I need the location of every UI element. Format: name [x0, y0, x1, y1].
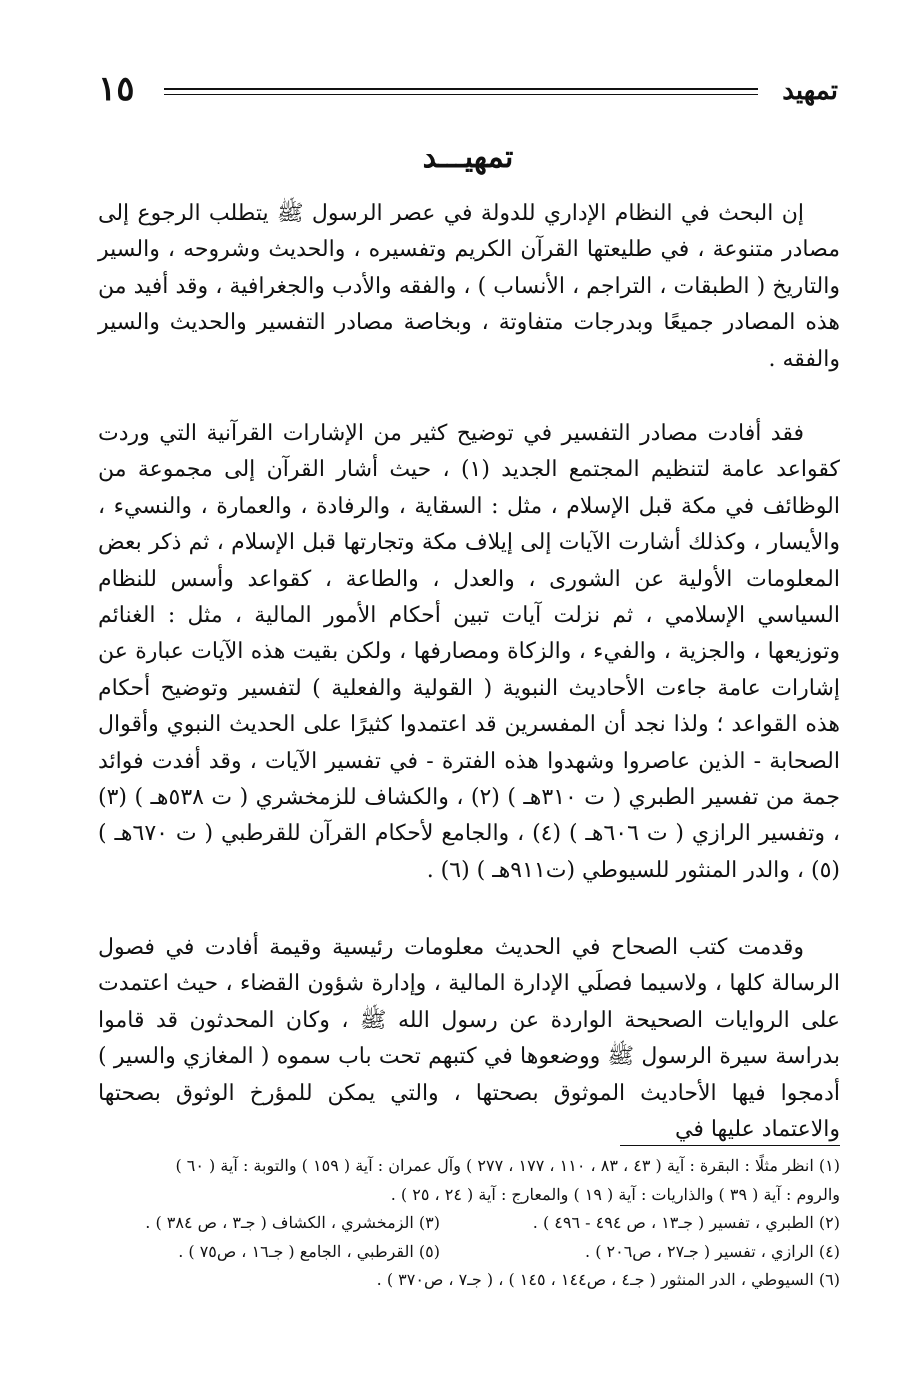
- footnote-row: [98, 1238, 840, 1267]
- paragraph-1: [98, 196, 840, 378]
- footnotes: [98, 1152, 840, 1295]
- footnote-1: (١) انظر مثلًا : البقرة : آية ( ٤٣ ، ٨٣ ، ١١٠ ، ١٧٧ ، ٢٧٧ ) وآل عمران : آية ( ١٥٩ ) والتوبة : آية ( ٦٠ ): [175, 1156, 840, 1175]
- page-number: ١٥: [98, 69, 135, 109]
- footnote-separator: [620, 1145, 840, 1146]
- paragraph-text: إن البحث في النظام الإداري للدولة في عصر الرسول ﷺ يتطلب الرجوع إلى مصادر متنوعة ، في طليعتها القرآن الكريم وتفسيره ، والحديث وشروحه ، والسير والتاريخ ( الطبقات ، التراجم ، الأنساب ) ، والفقه والأدب والجغرافية ، وقد أفيد من هذه المصادر جميعًا وبدرجات متفاوتة ، وبخاصة مصادر التفسير والحديث والسير والفقه .: [98, 201, 840, 372]
- footnote-1-continued: والروم : آية ( ٣٩ ) والذاريات : آية ( ١٩ ) والمعارج : آية ( ٢٤ ، ٢٥ ) .: [390, 1184, 840, 1204]
- footnote-5: (٥) القرطبي ، الجامع ( جـ١٦ ، ص٧٥ ) .: [178, 1241, 440, 1261]
- section-title: تمهيـــد: [422, 140, 514, 175]
- footnote-4: (٤) الرازي ، تفسير ( جـ٢٧ ، ص٢٠٦ ) .: [585, 1241, 840, 1261]
- footnote-3: (٣) الزمخشري ، الكشاف ( جـ٣ ، ص ٣٨٤ ) .: [145, 1213, 440, 1232]
- footnote-6: (٦) السيوطي ، الدر المنثور ( جـ٤ ، ص١٤٤ ، ١٤٥ ) ، ( جـ٧ ، ص٣٧٠ ) .: [376, 1270, 840, 1289]
- paragraph-text: وقدمت كتب الصحاح في الحديث معلومات رئيسية وقيمة أفادت في فصول الرسالة كلها ، ولاسيما فصلَي الإدارة المالية ، وإدارة شؤون القضاء ، حيث اعتمدت على الروايات الصحيحة الواردة عن رسول الله ﷺ ، وكان المحدثون قد قاموا بدراسة سيرة الرسول ﷺ ووضعوها في كتبهم تحت باب سموه ( المغازي والسير ) أدمجوا فيها الأحاديث الموثوق بصحتها ، والتي يمكن للمؤرخ الوثوق بصحتها والاعتماد عليها في: [98, 935, 840, 1143]
- running-header: [98, 62, 838, 122]
- paragraph-text: فقد أفادت مصادر التفسير في توضيح كثير من الإشارات القرآنية التي وردت كقواعد عامة لتنظيم المجتمع الجديد (١) ، حيث أشار القرآن إلى مجموعة من الوظائف في مكة قبل الإسلام ، مثل : السقاية ، والرفادة ، والعمارة ، والنسيء ، والأيسار ، وكذلك أشارت الآيات إلى إيلاف مكة وتجارتها قبل الإسلام ، ثم ذكر بعض المعلومات الأولية عن الشورى ، والعدل ، والطاعة ، كقواعد وأسس للنظام السياسي الإسلامي ، ثم نزلت آيات تبين أحكام الأمور المالية ، مثل : الغنائم وتوزيعها ، والجزية ، والفيء ، والزكاة ومصارفها ، ولكن بقيت هذه الآيات عبارة عن إشارات عامة جاءت الأحاديث النبوية ( القولية والفعلية ) لتفسير وتوضيح أحكام هذه القواعد ؛ ولذا نجد أن المفسرين قد اعتمدوا كثيرًا على الحديث النبوي وأقوال الصحابة - الذين عاصروا وشهدوا هذه الفترة - في تفسير الآيات ، وقد أفدت فوائد جمة من تفسير الطبري ( ت ٣١٠هـ ) (٢) ، والكشاف للزمخشري ( ت ٥٣٨هـ ) (٣) ، وتفسير الرازي ( ت ٦٠٦هـ ) (٤) ، والجامع لأحكام القرآن للقرطبي ( ت ٦٧٠هـ ) (٥) ، والدر المنثور للسيوطي (ت٩١١هـ ) (٦) .: [98, 421, 840, 883]
- paragraph-3: [98, 930, 840, 1148]
- header-rule: [164, 88, 758, 95]
- footnote-row: [98, 1209, 840, 1238]
- footnote-2: (٢) الطبري ، تفسير ( جـ١٣ ، ص ٤٩٤ - ٤٩٦ ) .: [532, 1213, 840, 1232]
- paragraph-2: [98, 416, 840, 889]
- running-title: تمهيد: [782, 76, 838, 106]
